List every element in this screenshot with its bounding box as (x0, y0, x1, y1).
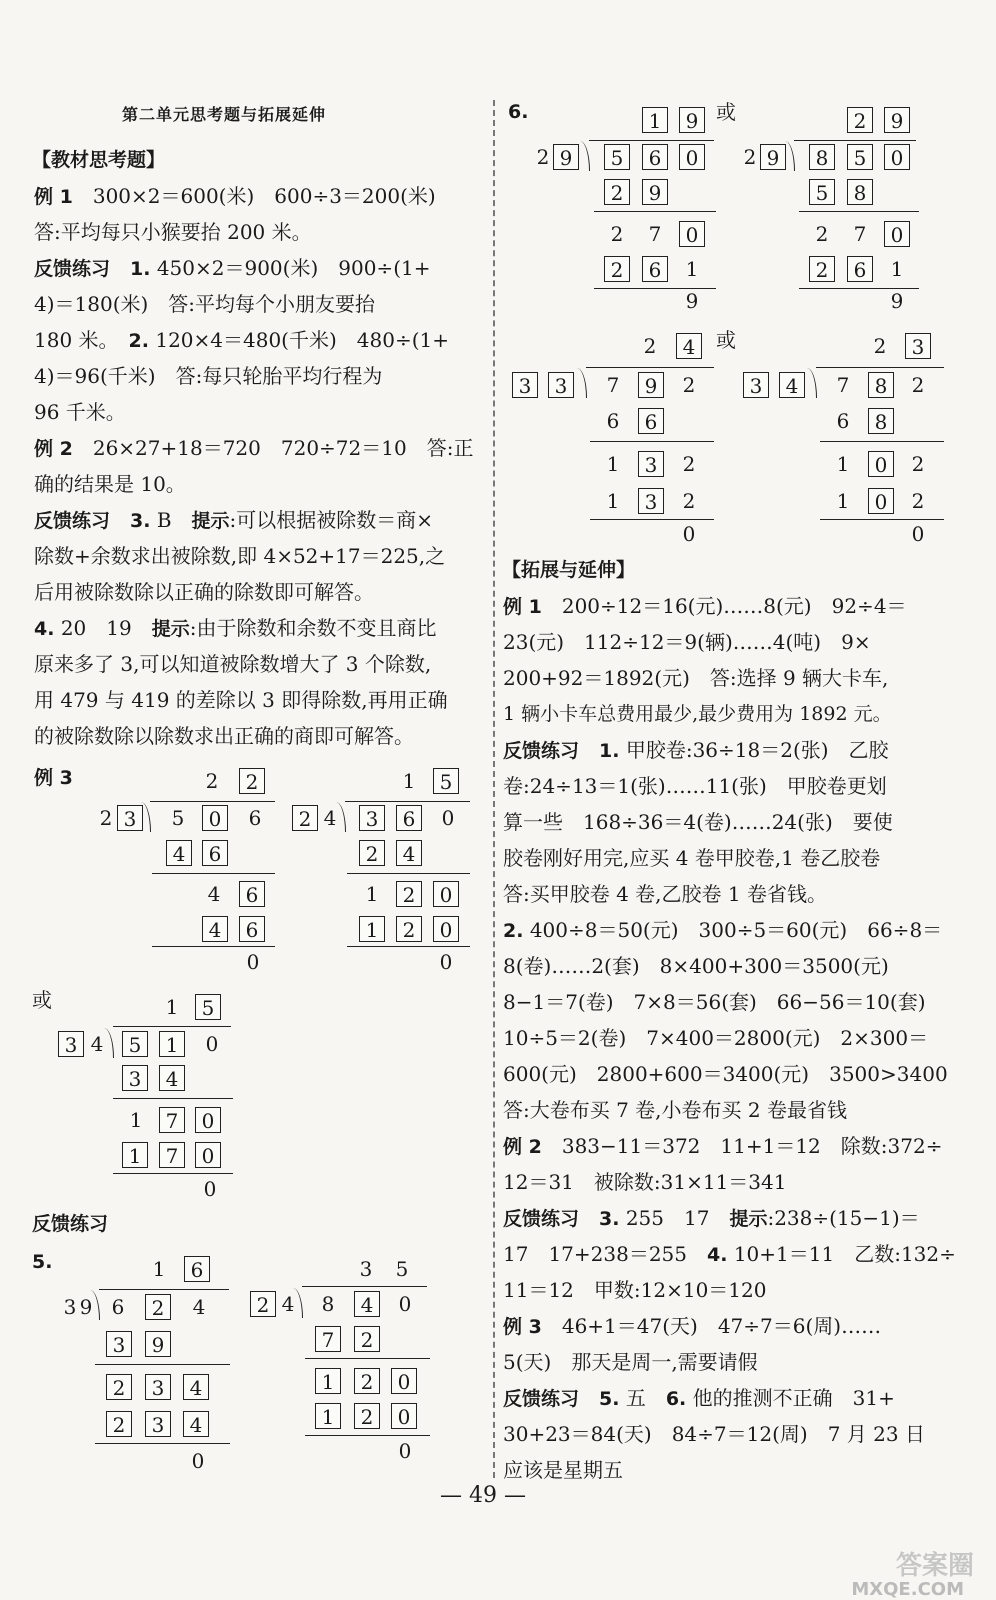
digit-box: 2 (396, 881, 422, 907)
text-line: 4. 20 19 提示:由于除数和余数不变且商比 (34, 616, 437, 640)
text-line: 例 3 46+1＝47(天) 47÷7＝6(周)…… (503, 1314, 882, 1338)
division-bracket (806, 368, 817, 398)
text-line: 10÷5＝2(卷) 7×400＝2800(元) 2×300＝ (503, 1026, 929, 1050)
text-line: 8(卷)……2(套) 8×400+300＝3500(元) (503, 954, 889, 978)
text-line: 应该是星期五 (503, 1458, 623, 1482)
digit-box: 3 (122, 1065, 148, 1091)
text-line: 23(元) 112÷12＝9(辆)……4(吨) 9× (503, 630, 871, 654)
digit-box: 5 (809, 179, 835, 205)
text-line: 反馈练习 5. 五 6. 他的推测不正确 31+ (503, 1386, 895, 1410)
section-heading-extension: 【拓展与延伸】 (502, 559, 636, 581)
digit-box: 6 (396, 805, 422, 831)
rule (799, 211, 919, 212)
digit-box: 4 (159, 1065, 185, 1091)
rule (594, 211, 716, 212)
division-line (150, 801, 275, 802)
text-line: 反馈练习 3. 255 17 提示:238÷(15−1)＝ (503, 1206, 920, 1230)
digit: 2 (682, 452, 696, 476)
text-line: 原来多了 3,可以知道被除数增大了 3 个除数, (34, 652, 432, 676)
digit-box: 1 (359, 916, 385, 942)
digit-box: 2 (106, 1374, 132, 1400)
or-label: 或 (716, 100, 736, 124)
text-line: 5(天) 那天是周一,需要请假 (503, 1350, 758, 1374)
rule (305, 1435, 430, 1436)
text-line: 胶卷刚好用完,应买 4 卷甲胶卷,1 卷乙胶卷 (503, 846, 881, 870)
digit-box: 3 (512, 372, 538, 398)
digit-box: 0 (868, 488, 894, 514)
digit-box: 3 (145, 1374, 171, 1400)
text-line: 反馈练习 1. 甲胶卷:36÷18＝2(张) 乙胶 (503, 738, 889, 762)
digit: 2 (682, 489, 696, 513)
digit-box: 0 (433, 881, 459, 907)
text-line: 例 1 200÷12＝16(元)……8(元) 92÷4＝ (503, 594, 907, 618)
rule (152, 873, 275, 874)
digit-box: 6 (202, 840, 228, 866)
digit-box: 0 (884, 144, 910, 170)
digit: 1 (890, 257, 904, 281)
example-3-label: 例 3 (34, 767, 73, 789)
digit-box: 3 (905, 333, 931, 359)
digit: 1 (606, 489, 620, 513)
text-line: 11＝12 甲数:12×10＝120 (503, 1278, 767, 1302)
text-line: 用 479 与 419 的差除以 3 即得除数,再用正确 (34, 688, 448, 712)
digit-box: 7 (159, 1107, 185, 1133)
digit-box: 6 (239, 881, 265, 907)
digit-box: 3 (117, 805, 143, 831)
text-line: 8−1＝7(卷) 7×8＝56(套) 66−56＝10(套) (503, 990, 926, 1014)
digit-box: 3 (743, 372, 769, 398)
digit-box: 1 (315, 1403, 341, 1429)
rule (590, 441, 714, 442)
digit-box: 0 (884, 221, 910, 247)
division-bracket (576, 368, 587, 398)
digit: 8 (321, 1292, 335, 1316)
digit: 0 (682, 522, 696, 546)
digit: 1 (365, 882, 379, 906)
division-line (794, 140, 916, 141)
digit-box: 5 (604, 144, 630, 170)
digit-box: 8 (868, 408, 894, 434)
division-line (589, 140, 714, 141)
digit: 0 (191, 1449, 205, 1473)
digit-box: 2 (359, 840, 385, 866)
digit-box: 2 (847, 107, 873, 133)
digit-box: 2 (354, 1326, 380, 1352)
text-line: 96 千米。 (34, 400, 126, 424)
digit: 7 (836, 373, 850, 397)
digit-box: 6 (847, 256, 873, 282)
text-line: 600(元) 2800+600＝3400(元) 3500>3400 (503, 1062, 948, 1086)
column-divider (493, 100, 495, 1478)
digit-box: 9 (760, 144, 786, 170)
text-line: 2. 400÷8＝50(元) 300÷5＝60(元) 66÷8＝ (503, 918, 943, 942)
digit-box: 4 (396, 840, 422, 866)
digit-box: 2 (106, 1411, 132, 1437)
text-line: 17 17+238＝255 4. 10+1＝11 乙数:132÷ (503, 1242, 956, 1266)
digit-box: 8 (847, 179, 873, 205)
digit-box: 0 (433, 916, 459, 942)
digit: 0 (439, 950, 453, 974)
division-bracket (292, 1288, 303, 1318)
digit: 1 (165, 995, 179, 1019)
digit: 1 (836, 452, 850, 476)
digit: 0 (398, 1292, 412, 1316)
digit: 4 (192, 1295, 206, 1319)
text-line: 30+23＝84(天) 84÷7＝12(周) 7 月 23 日 (503, 1422, 925, 1446)
text-line: 4)＝96(千米) 答:每只轮胎平均行程为 (34, 364, 383, 388)
digit: 2 (205, 769, 219, 793)
digit-box: 4 (354, 1291, 380, 1317)
digit-box: 0 (679, 144, 705, 170)
digit: 1 (606, 452, 620, 476)
digit-box: 3 (145, 1411, 171, 1437)
digit-box: 0 (195, 1107, 221, 1133)
digit-box: 2 (604, 256, 630, 282)
digit-box: 0 (391, 1403, 417, 1429)
text-line: 4)＝180(米) 答:平均每个小朋友要抬 (34, 292, 376, 316)
problem-6-label: 6. (508, 101, 529, 123)
digit-box: 2 (396, 916, 422, 942)
rule (113, 1173, 233, 1174)
rule (95, 1443, 230, 1444)
digit: 5 (171, 806, 185, 830)
digit-box: 2 (354, 1403, 380, 1429)
digit: 2 (610, 222, 624, 246)
page-title: 第二单元思考题与拓展延伸 (122, 105, 327, 124)
digit-box: 3 (58, 1031, 84, 1057)
digit-box: 2 (239, 768, 265, 794)
text-line: 卷:24÷13＝1(张)……11(张) 甲胶卷更划 (503, 774, 887, 798)
digit: 7 (648, 222, 662, 246)
text-line: 例 2 26×27+18＝720 720÷72＝10 答:正 (34, 436, 474, 460)
digit: 2 (99, 806, 113, 830)
digit: 7 (606, 373, 620, 397)
digit-box: 4 (166, 840, 192, 866)
text-line: 1 辆小卡车总费用最少,最少费用为 1892 元。 (503, 703, 892, 725)
digit: 0 (911, 522, 925, 546)
division-line (816, 367, 944, 368)
digit-box: 7 (159, 1142, 185, 1168)
rule (152, 946, 275, 947)
digit-box: 4 (202, 916, 228, 942)
digit: 0 (441, 806, 455, 830)
digit-box: 4 (676, 333, 702, 359)
digit: 5 (395, 1257, 409, 1281)
text-line: 反馈练习 1. 450×2＝900(米) 900÷(1+ (34, 256, 431, 280)
digit: 4 (281, 1292, 295, 1316)
text-line: 例 2 383−11＝372 11+1＝12 除数:372÷ (503, 1134, 943, 1158)
digit-box: 9 (679, 107, 705, 133)
digit-box: 3 (106, 1331, 132, 1357)
digit: 4 (90, 1032, 104, 1056)
digit-box: 0 (679, 221, 705, 247)
text-line: 算一些 168÷36＝4(卷)……24(张) 要使 (503, 810, 893, 834)
digit-box: 6 (184, 1256, 210, 1282)
digit-box: 6 (642, 256, 668, 282)
digit: 4 (207, 882, 221, 906)
digit: 0 (398, 1439, 412, 1463)
text-line: 例 1 300×2＝600(米) 600÷3＝200(米) (34, 184, 436, 208)
digit: 2 (911, 373, 925, 397)
division-line (586, 367, 714, 368)
or-label: 或 (716, 328, 736, 352)
digit: 0 (205, 1032, 219, 1056)
digit-box: 1 (159, 1031, 185, 1057)
digit-box: 3 (638, 451, 664, 477)
digit: 6 (606, 409, 620, 433)
division-bracket (103, 1028, 114, 1058)
digit-box: 4 (779, 372, 805, 398)
division-bracket (140, 802, 151, 832)
digit: 3 (63, 1295, 77, 1319)
digit-box: 2 (292, 805, 318, 831)
digit: 1 (152, 1257, 166, 1281)
digit: 2 (536, 145, 550, 169)
division-bracket (335, 802, 346, 832)
problem-5-label: 5. (32, 1251, 53, 1273)
digit-box: 9 (553, 144, 579, 170)
division-bracket (89, 1290, 100, 1320)
rule (347, 873, 470, 874)
rule (820, 519, 944, 520)
text-line: 确的结果是 10。 (34, 472, 186, 496)
digit: 4 (323, 806, 337, 830)
digit: 7 (853, 222, 867, 246)
division-bracket (579, 141, 590, 171)
digit: 9 (890, 289, 904, 313)
division-line (345, 801, 470, 802)
digit-box: 0 (868, 451, 894, 477)
digit: 2 (873, 334, 887, 358)
digit: 1 (685, 257, 699, 281)
rule (95, 1364, 230, 1365)
division-line (113, 1026, 231, 1027)
digit-box: 4 (183, 1374, 209, 1400)
watermark-url: MXQE.COM (851, 1579, 964, 1600)
digit: 2 (643, 334, 657, 358)
digit-box: 9 (642, 179, 668, 205)
digit: 1 (129, 1108, 143, 1132)
watermark-logo: 答案圈 (895, 1551, 974, 1581)
digit: 9 (685, 289, 699, 313)
digit: 1 (402, 769, 416, 793)
text-line: 的被除数除以除数求出正确的商即可解答。 (34, 724, 414, 748)
text-line: 12＝31 被除数:31×11＝341 (503, 1170, 787, 1194)
rule (113, 1098, 233, 1099)
digit: 6 (836, 409, 850, 433)
digit-box: 9 (884, 107, 910, 133)
division-line (302, 1286, 427, 1287)
digit-box: 1 (315, 1368, 341, 1394)
digit-box: 9 (145, 1331, 171, 1357)
digit-box: 6 (642, 144, 668, 170)
text-line: 除数+余数求出被除数,即 4×52+17＝225,之 (34, 544, 446, 568)
digit-box: 0 (391, 1368, 417, 1394)
digit: 2 (743, 145, 757, 169)
digit-box: 2 (354, 1368, 380, 1394)
digit-box: 5 (122, 1031, 148, 1057)
digit-box: 1 (122, 1142, 148, 1168)
digit: 6 (248, 806, 262, 830)
digit: 9 (79, 1295, 93, 1319)
digit: 0 (203, 1177, 217, 1201)
digit-box: 2 (145, 1294, 171, 1320)
division-line (99, 1289, 229, 1290)
digit-box: 6 (239, 916, 265, 942)
digit: 0 (246, 950, 260, 974)
digit-box: 3 (548, 372, 574, 398)
division-bracket (784, 141, 795, 171)
digit: 2 (682, 373, 696, 397)
digit-box: 5 (195, 994, 221, 1020)
digit-box: 8 (809, 144, 835, 170)
digit-box: 7 (315, 1326, 341, 1352)
rule (820, 441, 944, 442)
feedback-heading: 反馈练习 (32, 1213, 109, 1235)
digit: 2 (911, 452, 925, 476)
text-line: 后用被除数除以正确的除数即可解答。 (34, 580, 374, 604)
text-line: 200+92＝1892(元) 答:选择 9 辆大卡车, (503, 666, 889, 690)
digit-box: 6 (638, 408, 664, 434)
text-line: 180 米。 2. 120×4＝480(千米) 480÷(1+ (34, 328, 449, 352)
digit-box: 2 (604, 179, 630, 205)
rule (590, 519, 714, 520)
digit: 1 (836, 489, 850, 513)
or-label: 或 (32, 988, 52, 1012)
digit: 3 (359, 1257, 373, 1281)
text-line: 答:大卷布买 7 卷,小卷布买 2 卷最省钱 (503, 1098, 847, 1122)
digit-box: 3 (359, 805, 385, 831)
digit-box: 3 (638, 488, 664, 514)
digit-box: 2 (809, 256, 835, 282)
digit-box: 1 (642, 107, 668, 133)
digit-box: 5 (847, 144, 873, 170)
text-line: 反馈练习 3. B 提示:可以根据被除数＝商× (34, 508, 434, 532)
digit: 2 (911, 489, 925, 513)
digit-box: 8 (868, 372, 894, 398)
digit-box: 0 (202, 805, 228, 831)
digit-box: 9 (638, 372, 664, 398)
rule (347, 946, 470, 947)
text-line: 答:买甲胶卷 4 卷,乙胶卷 1 卷省钱。 (503, 882, 827, 906)
digit-box: 4 (183, 1411, 209, 1437)
text-line: 答:平均每只小猴要抬 200 米。 (34, 220, 312, 244)
section-heading-textbook: 【教材思考题】 (32, 149, 166, 171)
digit: 2 (815, 222, 829, 246)
page-number: — 49 — (440, 1483, 526, 1508)
digit-box: 0 (195, 1142, 221, 1168)
digit-box: 2 (250, 1291, 276, 1317)
digit-box: 5 (433, 768, 459, 794)
digit: 6 (111, 1295, 125, 1319)
rule (305, 1358, 430, 1359)
